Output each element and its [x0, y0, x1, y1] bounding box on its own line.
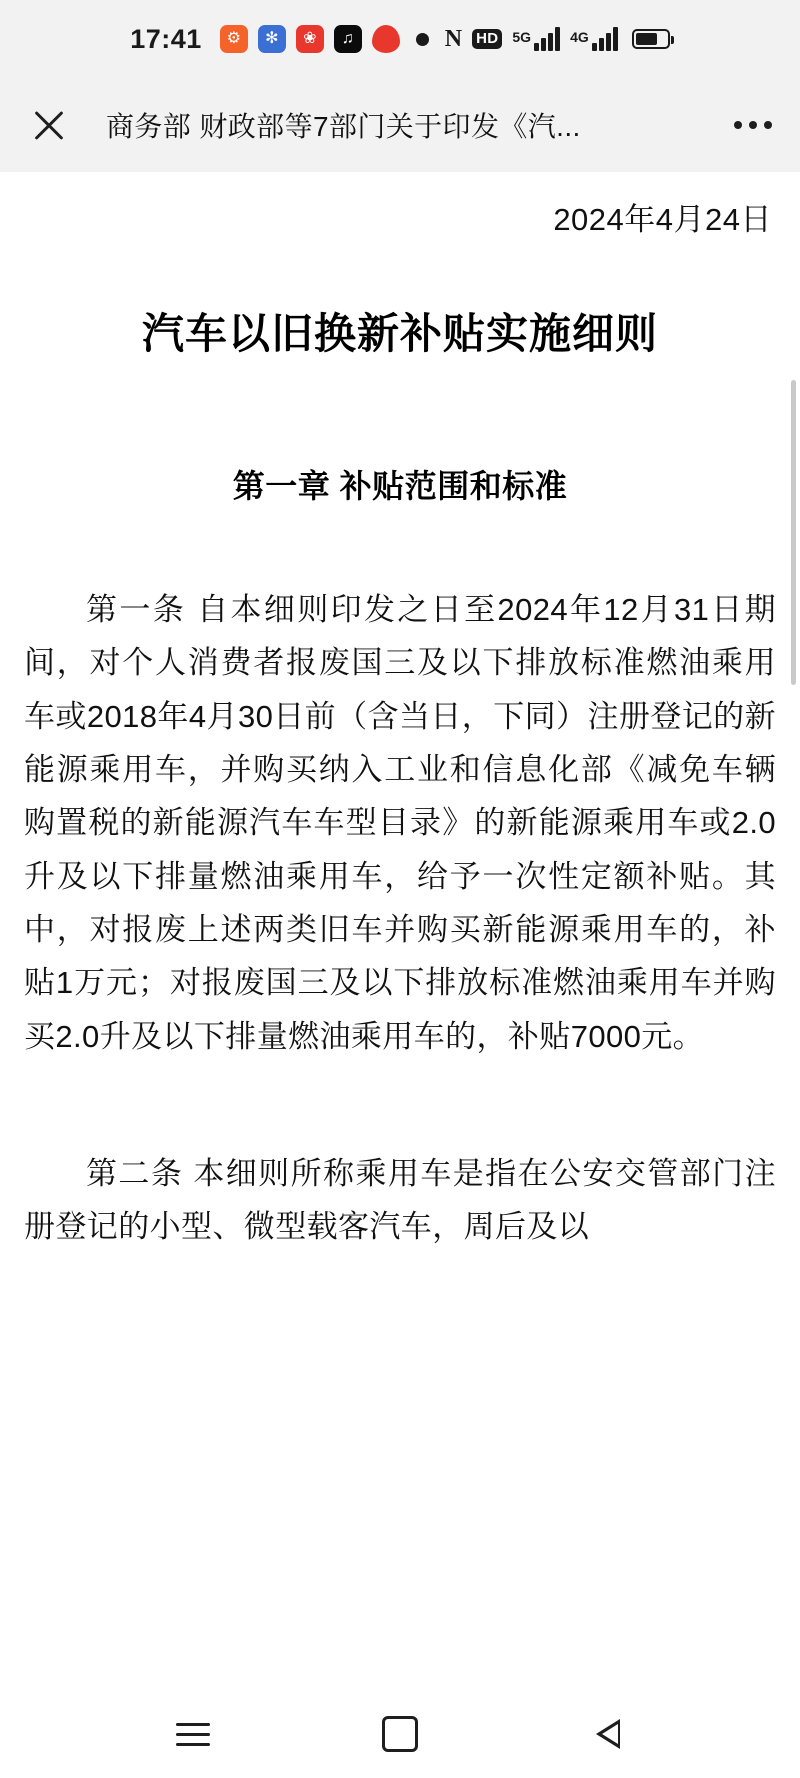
app-icon-blue: ✻: [258, 25, 286, 53]
document-heading: 汽车以旧换新补贴实施细则: [141, 310, 658, 357]
content-fade-overlay: [0, 1620, 800, 1690]
document-date: 2024年4月24日: [553, 202, 772, 237]
document-paragraph-2: 第二条 本细则所称乘用车是指在公安交管部门注册登记的小型、微型载客汽车，周后及以: [24, 1155, 776, 1245]
signal-4g-label: 4G: [570, 29, 589, 45]
scrollbar[interactable]: [791, 380, 796, 685]
navigation-bar: [0, 1690, 800, 1778]
back-arrow-icon: [594, 1718, 620, 1750]
location-pin-icon: [372, 25, 400, 53]
signal-4g-bars: [592, 27, 618, 51]
signal-4g-icon: [570, 27, 618, 51]
document-subheading: 第一章 补贴范围和标准: [232, 468, 568, 504]
menu-icon: [176, 1723, 210, 1746]
signal-5g-icon: [512, 27, 560, 51]
signal-5g-label: 5G: [512, 29, 532, 45]
nfc-icon: N: [444, 25, 463, 52]
hd-voice-icon: HD: [472, 29, 502, 49]
home-icon: [382, 1716, 418, 1752]
app-icon-red: ❀: [296, 25, 324, 53]
signal-5g-bars: [534, 27, 560, 51]
back-button[interactable]: [575, 1702, 639, 1766]
document-paragraph-1: 第一条 自本细则印发之日至2024年12月31日期间，对个人消费者报废国三及以下排放标准燃油乘用车或2018年4月30日前（含当日，下同）注册登记的新能源乘用车，并购买纳入工业和信息化部《减免车辆购置税的新能源汽车车型目录》的新能源乘用车或2.0升及以下排量燃油乘用车，给予一次性定额补贴。其中，对报废上述两类旧车并购买新能源乘用车的，补贴1万元；对报废国三及以下排放标准燃油乘用车并购买2.0升及以下排量燃油乘用车的，补贴7000元。: [24, 592, 776, 1054]
battery-icon: [632, 29, 670, 49]
status-bar: [0, 0, 800, 78]
title-bar: [0, 78, 800, 172]
status-time: 17:41: [130, 23, 202, 54]
document-content[interactable]: [0, 172, 800, 1690]
app-icon-orange: ⚙: [220, 25, 248, 53]
more-options-icon[interactable]: [732, 111, 774, 139]
tiktok-icon: ♫: [334, 25, 362, 53]
recent-apps-button[interactable]: [161, 1702, 225, 1766]
page-title: 商务部 财政部等7部门关于印发《汽...: [106, 111, 581, 142]
home-button[interactable]: [368, 1702, 432, 1766]
recording-dot-icon: [416, 33, 429, 46]
close-icon[interactable]: [26, 102, 72, 148]
